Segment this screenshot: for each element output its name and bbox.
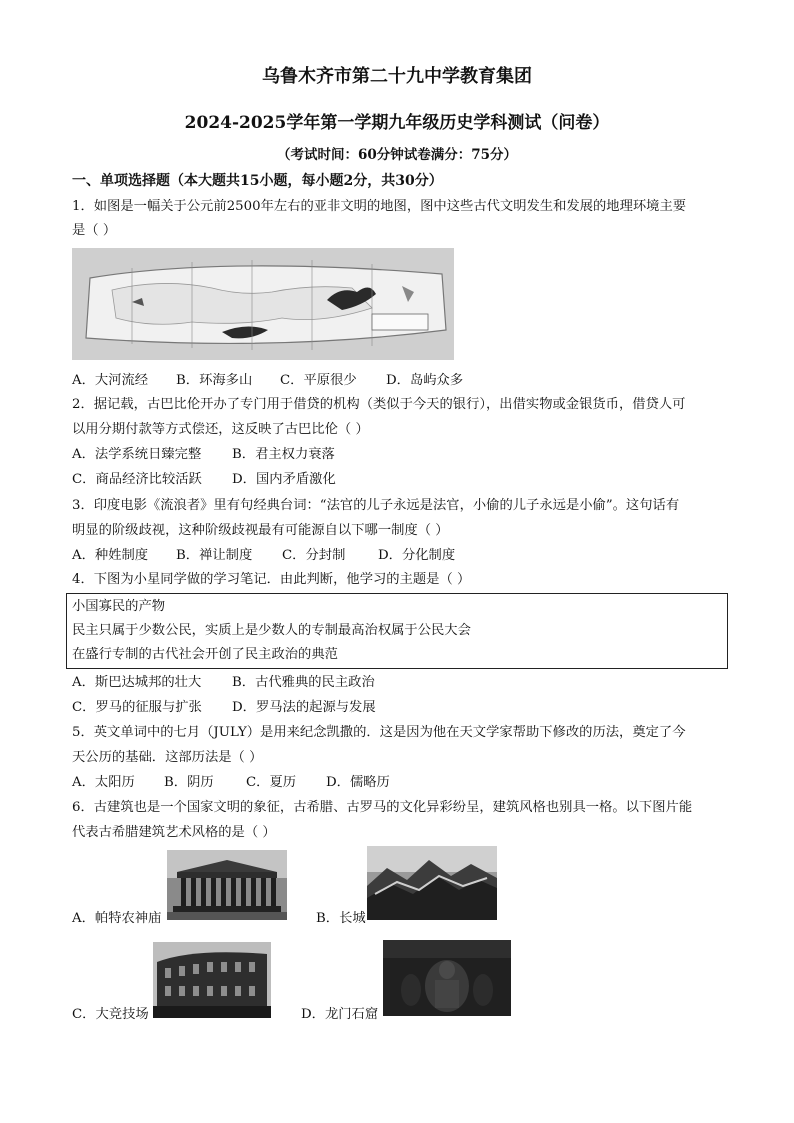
- q5-option-d[interactable]: D．儒略历: [326, 775, 390, 790]
- ancient-civilizations-map: [72, 248, 454, 360]
- note-line-3: 在盛行专制的古代社会开创了民主政治的典范: [72, 647, 338, 662]
- q2-stem-line2: 以用分期付款等方式偿还，这反映了古巴比伦（ ）: [72, 422, 369, 437]
- parthenon-image: [167, 850, 287, 920]
- q4-option-c[interactable]: C．罗马的征服与扩张: [72, 700, 202, 715]
- longmen-grottoes-image: [383, 940, 511, 1016]
- section-heading: 一、单项选择题（本大题共15小题，每小题2分，共30分）: [72, 173, 443, 189]
- note-line-2: 民主只属于少数公民，实质上是少数人的专制最高治权属于公民大会: [72, 623, 471, 638]
- q2-options-row2: [72, 471, 336, 489]
- colosseum-photo[interactable]: [153, 942, 271, 1018]
- q6-option-b[interactable]: B．长城: [316, 911, 366, 926]
- q4-options-row2: [72, 699, 376, 717]
- q5-stem-line1: 5．英文单词中的七月（JULY）是用来纪念凯撒的．这是因为他在天文学家帮助下修改的历法，奠定了今: [72, 725, 686, 740]
- exam-info: （考试时间：60分钟试卷满分：75分）: [276, 147, 518, 163]
- q6-stem-line2: 代表古希腊建筑艺术风格的是（ ）: [72, 825, 276, 840]
- longmen-grottoes-photo[interactable]: [383, 940, 511, 1016]
- q3-option-a[interactable]: A．种姓制度: [72, 548, 149, 563]
- q4-options-row1: [72, 674, 375, 692]
- q2-option-c[interactable]: C．商品经济比较活跃: [72, 472, 202, 487]
- q2-option-d[interactable]: D．国内矛盾激化: [232, 472, 336, 487]
- q3-stem-line1: 3．印度电影《流浪者》里有句经典台词：“法官的儿子永远是法官，小偷的儿子永远是小偷”。这句话有: [72, 498, 680, 513]
- q5-option-c[interactable]: C．夏历: [246, 775, 297, 790]
- q3-stem-line2: 明显的阶级歧视，这种阶级歧视最有可能源自以下哪一制度（ ）: [72, 523, 449, 538]
- q1-option-c[interactable]: C．平原很少: [280, 373, 357, 388]
- q4-option-d[interactable]: D．罗马法的起源与发展: [232, 700, 376, 715]
- q5-option-b[interactable]: B．阴历: [164, 775, 214, 790]
- q6-option-a[interactable]: A．帕特农神庙: [72, 911, 162, 926]
- school-title: 乌鲁木齐市第二十九中学教育集团: [262, 66, 532, 87]
- q1-option-b[interactable]: B．环海多山: [176, 373, 253, 388]
- q3-options: [72, 547, 455, 565]
- q2-option-a[interactable]: A．法学系统日臻完整: [72, 447, 202, 462]
- colosseum-image: [153, 942, 271, 1018]
- q4-stem: 4．下图为小星同学做的学习笔记．由此判断，他学习的主题是（ ）: [72, 572, 471, 587]
- great-wall-photo[interactable]: [367, 846, 497, 920]
- q1-option-d[interactable]: D．岛屿众多: [386, 373, 464, 388]
- map-image: [72, 248, 454, 360]
- q6-option-d[interactable]: D．龙门石窟: [301, 1007, 379, 1022]
- great-wall-image: [367, 846, 497, 920]
- q2-option-b[interactable]: B．君主权力衰落: [232, 447, 335, 462]
- parthenon-photo[interactable]: [167, 850, 287, 920]
- q5-stem-line2: 天公历的基础．这部历法是（ ）: [72, 750, 263, 765]
- q1-options: [72, 372, 463, 390]
- q4-option-b[interactable]: B．古代雅典的民主政治: [232, 675, 375, 690]
- q6-option-c[interactable]: C．大竞技场: [72, 1007, 149, 1022]
- q5-option-a[interactable]: A．太阳历: [72, 775, 135, 790]
- q5-options: [72, 774, 390, 792]
- q4-option-a[interactable]: A．斯巴达城邦的壮大: [72, 675, 202, 690]
- q1-option-a[interactable]: A．大河流经: [72, 373, 149, 388]
- q3-option-c[interactable]: C．分封制: [282, 548, 346, 563]
- q2-options-row1: [72, 446, 335, 464]
- q6-stem-line1: 6．古建筑也是一个国家文明的象征，古希腊、古罗马的文化异彩纷呈，建筑风格也别具一格。以下图片能: [72, 800, 693, 815]
- study-note-box: [66, 593, 728, 669]
- q1-stem-line2: 是（ ）: [72, 223, 117, 238]
- q3-option-b[interactable]: B．禅让制度: [176, 548, 253, 563]
- q3-option-d[interactable]: D．分化制度: [378, 548, 456, 563]
- q1-stem-line1: 1．如图是一幅关于公元前2500年左右的亚非文明的地图，图中这些古代文明发生和发展的地理环境主要: [72, 199, 687, 214]
- note-line-1: 小国寡民的产物: [72, 599, 166, 614]
- q2-stem-line1: 2．据记载，古巴比伦开办了专门用于借贷的机构（类似于今天的银行），出借实物或金银货币，借贷人可: [72, 397, 686, 412]
- exam-title: 2024-2025学年第一学期九年级历史学科测试（问卷）: [184, 113, 610, 133]
